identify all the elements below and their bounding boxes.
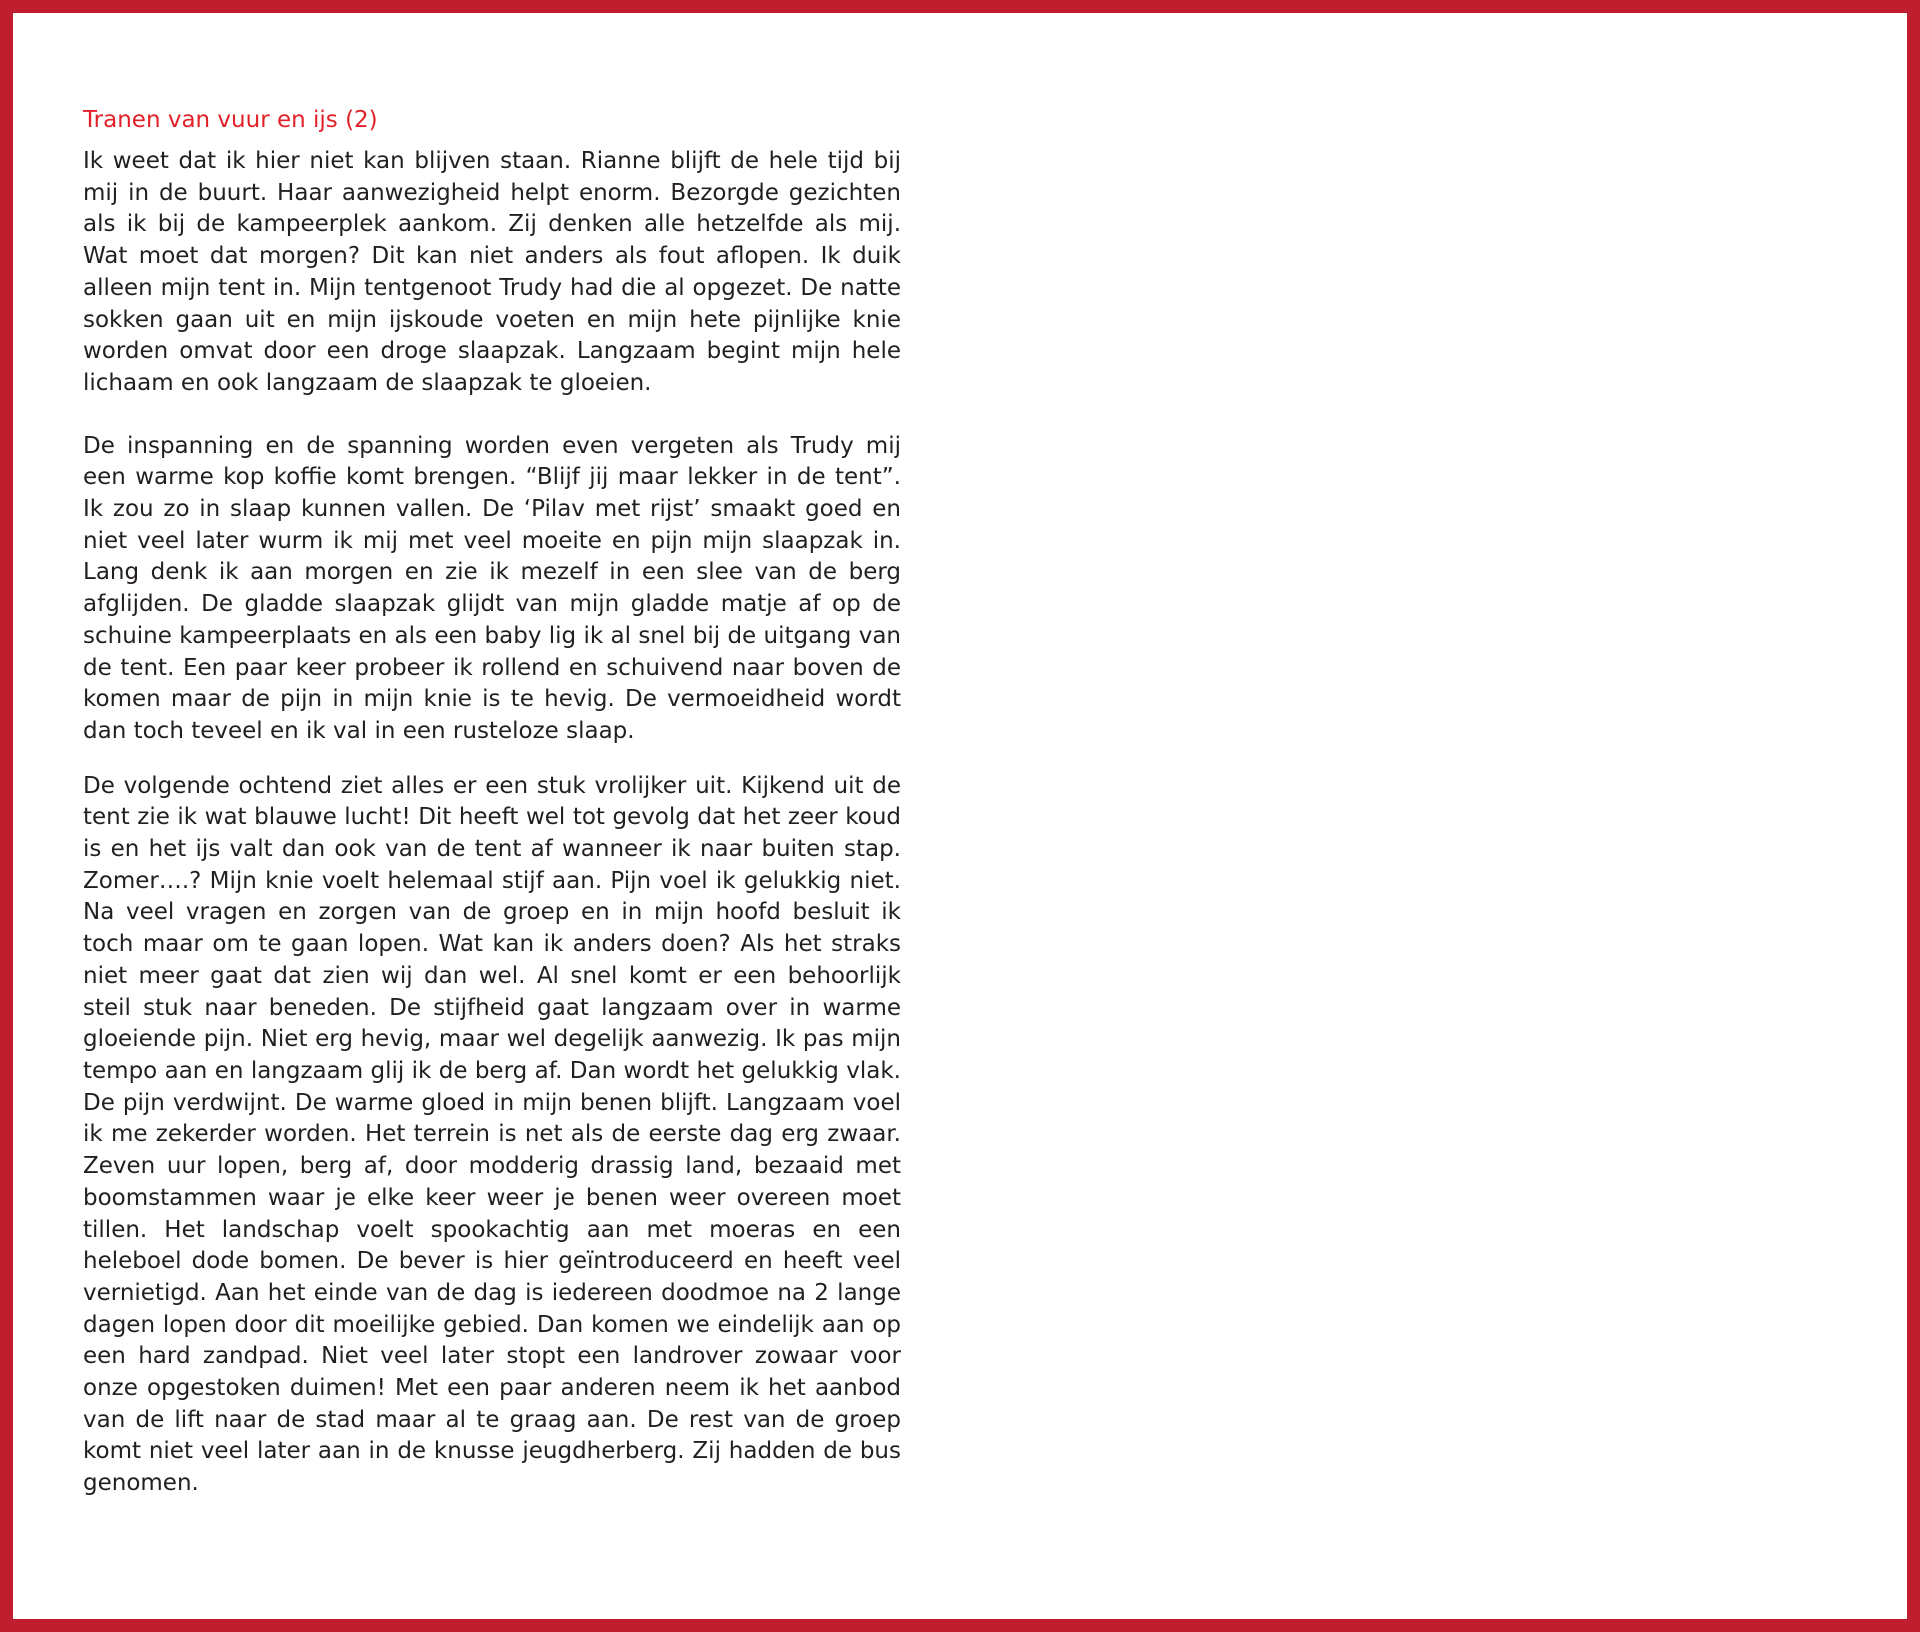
paragraph-3: De volgende ochtend ziet alles er een stuk vrolijker uit. Kijkend uit de tent zie ik wat blauwe lucht! Dit heeft wel tot gevolg dat het zeer koud is en het ijs valt dan ook van de tent af wanneer ik naar buiten stap. Zomer….? Mijn knie voelt helemaal stijf aan. Pijn voel ik gelukkig niet. Na veel vragen en zorgen van de groep en in mijn hoofd besluit ik toch maar om te gaan lopen. Wat kan ik anders doen? Als het straks niet meer gaat dat zien wij dan wel. Al snel komt er een behoorlijk steil stuk naar beneden. De stijfheid gaat langzaam over in warme gloeiende pijn. Niet erg hevig, maar wel degelijk aanwezig. Ik pas mijn tempo aan en langzaam glij ik de berg af. Dan wordt het gelukkig vlak. De pijn verdwijnt. De warme gloed in mijn benen blijft. Langzaam voel ik me zekerder worden. Het terrein is net als de eerste dag erg zwaar. Zeven uur lopen, berg af, door modderig drassig land, bezaaid met boomstammen waar je elke keer weer je benen weer overeen moet tillen. Het landschap voelt spookachtig aan met moeras en een heleboel dode bomen. De bever is hier geïntroduceerd en heeft veel vernietigd. Aan het einde van de dag is iedereen doodmoe na 2 lange dagen lopen door dit moeilijke gebied. Dan komen we eindelijk aan op een hard zandpad. Niet veel later stopt een landrover zowaar voor onze opgestoken duimen! Met een paar anderen neem ik het aanbod van de lift naar de stad maar al te graag aan. De rest van de groep komt niet veel later aan in de knusse jeugdherberg. Zij hadden de bus genomen. — [83, 772, 901, 1497]
article — [83, 99, 901, 1500]
article-title: Tranen van vuur en ijs (2) — [83, 107, 378, 133]
paragraph-2: De inspanning en de spanning worden even vergeten als Trudy mij een warme kop koffie komt brengen. “Blijf jij maar lekker in de tent”. Ik zou zo in slaap kunnen vallen. De ‘Pilav met rijst’ smaakt goed en niet veel later wurm ik mij met veel moeite en pijn mijn slaapzak in. Lang denk ik aan morgen en zie ik mezelf in een slee van de berg afglijden. De gladde slaapzak glijdt van mijn gladde matje af op de schuine kampeerplaats en als een baby lig ik al snel bij de uitgang van de tent. Een paar keer probeer ik rollend en schuivend naar boven de komen maar de pijn in mijn knie is te hevig. De vermoeidheid wordt dan toch teveel en ik val in een rusteloze slaap. — [83, 432, 901, 744]
paragraph-1: Ik weet dat ik hier niet kan blijven staan. Rianne blijft de hele tijd bij mij in de buurt. Haar aanwezigheid helpt enorm. Bezorgde gezichten als ik bij de kampeerplek aankom. Zij denken alle hetzelfde als mij. Wat moet dat morgen? Dit kan niet anders als fout aflopen. Ik duik alleen mijn tent in. Mijn tentgenoot Trudy had die al opgezet. De natte sokken gaan uit en mijn ijskoude voeten en mijn hete pijnlijke knie worden omvat door een droge slaapzak. Langzaam begint mijn hele lichaam en ook langzaam de slaapzak te gloeien. — [83, 148, 901, 396]
